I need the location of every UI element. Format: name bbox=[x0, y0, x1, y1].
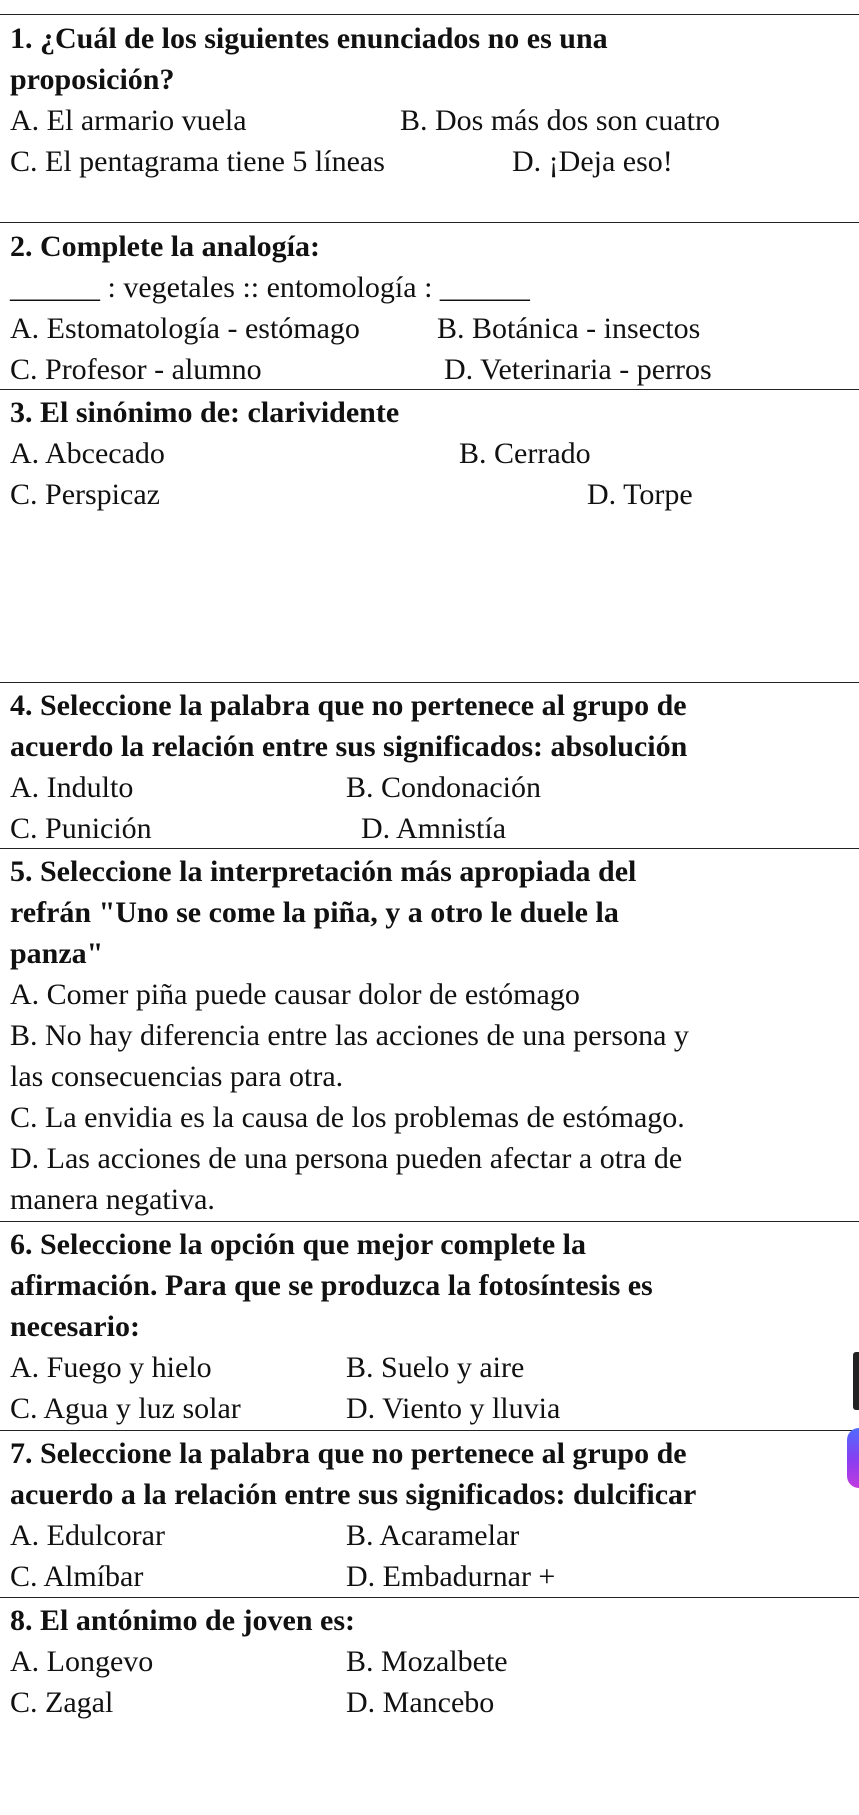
divider bbox=[0, 1597, 859, 1598]
edge-handle[interactable] bbox=[853, 1352, 859, 1410]
question-7-option-b: B. Acaramelar bbox=[346, 1519, 520, 1552]
question-2-analogy: ______ : vegetales :: entomología : ______ bbox=[10, 271, 530, 304]
question-4-option-d: D. Amnistía bbox=[361, 812, 507, 845]
divider bbox=[0, 682, 859, 683]
question-8-option-d: D. Mancebo bbox=[346, 1686, 495, 1719]
question-5-option-d-line-2: manera negativa. bbox=[10, 1183, 215, 1216]
question-4-option-b: B. Condonación bbox=[346, 771, 541, 804]
question-4-text-line-2: acuerdo la relación entre sus significados: absolución bbox=[10, 730, 688, 763]
question-3-option-a: A. Abcecado bbox=[10, 437, 165, 470]
question-6-text-line-2: afirmación. Para que se produzca la fotosíntesis es bbox=[10, 1269, 653, 1302]
divider bbox=[0, 14, 859, 15]
question-2-option-d: D. Veterinaria - perros bbox=[444, 353, 712, 386]
question-8-text: 8. El antónimo de joven es: bbox=[10, 1604, 355, 1637]
question-6-text-line-3: necesario: bbox=[10, 1310, 140, 1343]
question-5-option-b-line-1: B. No hay diferencia entre las acciones de una persona y bbox=[10, 1019, 689, 1052]
question-6-option-a: A. Fuego y hielo bbox=[10, 1351, 212, 1384]
question-7-option-d: D. Embadurnar + bbox=[346, 1560, 556, 1593]
question-7-option-c: C. Almíbar bbox=[10, 1560, 144, 1593]
question-4-text-line-1: 4. Seleccione la palabra que no pertenece al grupo de bbox=[10, 689, 687, 722]
divider bbox=[0, 222, 859, 223]
question-5-option-a: A. Comer piña puede causar dolor de estómago bbox=[10, 978, 580, 1011]
question-6-text-line-1: 6. Seleccione la opción que mejor complete la bbox=[10, 1228, 587, 1261]
question-8-option-a: A. Longevo bbox=[10, 1645, 154, 1678]
question-2-option-a: A. Estomatología - estómago bbox=[10, 312, 360, 345]
question-5-text-line-1: 5. Seleccione la interpretación más apropiada del bbox=[10, 855, 637, 888]
question-3-option-c: C. Perspicaz bbox=[10, 478, 160, 511]
question-7-text-line-2: acuerdo a la relación entre sus significados: dulcificar bbox=[10, 1478, 697, 1511]
floating-assistant-button[interactable] bbox=[847, 1428, 859, 1488]
question-3-text: 3. El sinónimo de: clarividente bbox=[10, 396, 400, 429]
question-5-option-c: C. La envidia es la causa de los problemas de estómago. bbox=[10, 1101, 685, 1134]
question-1-option-c: C. El pentagrama tiene 5 líneas bbox=[10, 145, 385, 178]
divider bbox=[0, 1430, 859, 1431]
question-5-text-line-2: refrán "Uno se come la piña, y a otro le duele la bbox=[10, 896, 619, 929]
question-3-option-b: B. Cerrado bbox=[459, 437, 591, 470]
question-3-option-d: D. Torpe bbox=[587, 478, 693, 511]
question-2-text: 2. Complete la analogía: bbox=[10, 230, 320, 263]
question-4-option-c: C. Punición bbox=[10, 812, 152, 845]
question-5-option-d-line-1: D. Las acciones de una persona pueden afectar a otra de bbox=[10, 1142, 683, 1175]
question-5-option-b-line-2: las consecuencias para otra. bbox=[10, 1060, 344, 1093]
divider bbox=[0, 848, 859, 849]
divider bbox=[0, 1221, 859, 1222]
question-8-option-b: B. Mozalbete bbox=[346, 1645, 508, 1678]
question-1-text-line-2: proposición? bbox=[10, 63, 175, 96]
question-5-text-line-3: panza" bbox=[10, 937, 104, 970]
question-6-option-b: B. Suelo y aire bbox=[346, 1351, 525, 1384]
question-1-option-a: A. El armario vuela bbox=[10, 104, 247, 137]
question-6-option-c: C. Agua y luz solar bbox=[10, 1392, 241, 1425]
question-2-option-c: C. Profesor - alumno bbox=[10, 353, 262, 386]
question-6-option-d: D. Viento y lluvia bbox=[346, 1392, 561, 1425]
question-4-option-a: A. Indulto bbox=[10, 771, 134, 804]
divider bbox=[0, 389, 859, 390]
question-1-text-line-1: 1. ¿Cuál de los siguientes enunciados no es una bbox=[10, 22, 608, 55]
question-2-option-b: B. Botánica - insectos bbox=[437, 312, 701, 345]
question-8-option-c: C. Zagal bbox=[10, 1686, 114, 1719]
question-1-option-d: D. ¡Deja eso! bbox=[512, 145, 673, 178]
question-7-option-a: A. Edulcorar bbox=[10, 1519, 165, 1552]
question-1-option-b: B. Dos más dos son cuatro bbox=[400, 104, 720, 137]
question-7-text-line-1: 7. Seleccione la palabra que no pertenece al grupo de bbox=[10, 1437, 687, 1470]
